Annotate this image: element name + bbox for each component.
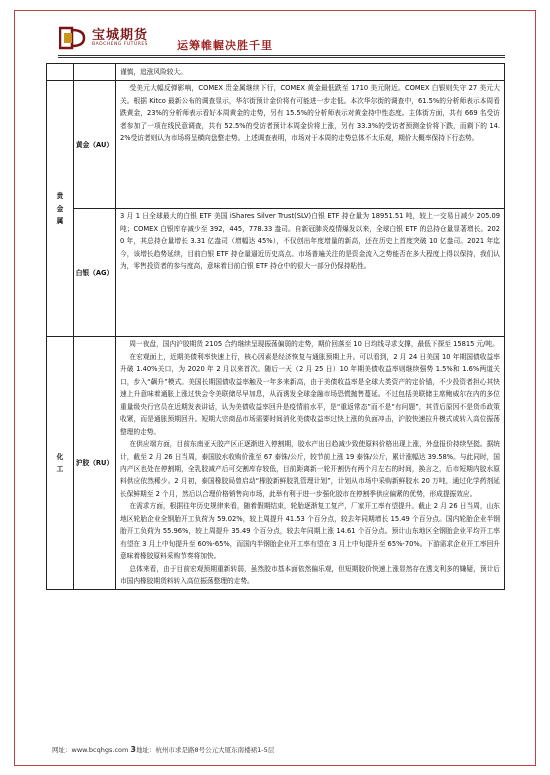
- rubber-paragraph: 周一夜盘，国内沪胶期货 2105 合约继续呈现振荡偏弱的走势，期价回落至 10 日均线寻求支撑，最低下探至 15815 元/吨。: [129, 340, 499, 349]
- table-row-silver: [47, 209, 505, 337]
- page-number: 3: [130, 745, 136, 754]
- footer-address-label: 地址：: [135, 746, 156, 754]
- category-precious-metals: 贵 金 属: [47, 81, 74, 337]
- brand-name-en: BAOCHENG FUTURES: [92, 42, 149, 47]
- rubber-paragraph: 在供应端方面，目前东南亚天胶产区正逐渐进入停割期，胶水产出日趋减少致使原料价格出现上涨，外盘报价持续坚挺。据统计，截至 2 月 26 日当周，泰国胶水收购价涨至 67 泰铢/公斤，较节前上涨 19 泰铢/公斤，累计涨幅达 39.58%。与此同时，国内产区也处在停割期，全乳胶减产后可交割库存较低，目前距离新一轮开割仍有两个月左右的时间，换言之，后市短期内胶水原料供应依然稀少。2 月初，泰国橡胶局曾启动“橡胶新鲜胶乳管理计划”，计划从市场中采购新鲜胶水 20 万吨，通过化学药剂延长保鲜期至 2 个月，然后以合理价格销售向市场，此举有利于进一步强化胶市在停割季供应偏紧的优势，形成提振效应。: [120, 440, 500, 498]
- rubber-paragraph: 在宏观面上，近期美债利率快速上行，核心因素是经济恢复与通胀预期上升。可以看到，2 月 24 日美国 10 年期国债收益率升破 1.40%关口，为 2020 年 2 月以来首次。随后一天（2 月 25 日）10 年期美债收益率则继续强势 1.5%和 1.6%两道关口，步入“飙升”模式。美国长期国债收益率触及一年多来新高，由于美债收益率是全球大类资产的定价锚，不少投资者担心其快速上升意味着通胀上涨过快会令美联储尽早加息，从而诱发全球金融市场恐慌抛售蔓延。不过包括美联储主席鲍威尔在内的多位重量级央行官员在近期发表讲话，认为美债收益率回升是疫情前水平，是“重返常态”而不是“有问题”，其背后原因不是货币政策收紧，而是通胀预期回升。短期大宗商品市场需要时间消化美债收益率过快上涨的负面冲击，沪胶快速拉升模式或转入高位振荡整理的走势。: [120, 352, 500, 436]
- continuation-text: 谨慎，追涨风险较大。: [120, 68, 187, 76]
- baocheng-logo-icon: [59, 26, 89, 50]
- label-rubber: 沪胶（RU）: [74, 337, 116, 589]
- footer-website-label: 网址：: [52, 746, 72, 754]
- rubber-paragraph: 在需求方面，根据往年历史规律来看，随着假期结束，轮胎逐渐复工复产，厂家开工率有望提升。截止 2 月 26 日当周，山东地区轮胎企业全钢胎开工负荷为 59.02%，较上周提升 41.53 个百分点，较去年同期增长 15.49 个百分点。国内轮胎企业半钢胎开工负荷为 55.96%，较上周提升 35.49 个百分点，较去年同期上涨 14.61 个百分点。预计山东地区全钢胎企业平均开工率有望在 3 月上中旬提升至 60%-65%，而国内半钢胎企业开工率有望在 3 月上中旬提升至 65%-70%。下游需求企业开工率回升意味着橡胶原料采购节奏将加快。: [120, 502, 500, 561]
- header-slogan: 运筹帷幄决胜千里: [177, 39, 273, 52]
- brand-name: 宝城期货: [92, 28, 149, 43]
- label-gold: 黄金（AU）: [74, 81, 116, 209]
- table-row-rubber: [47, 337, 505, 589]
- label-silver: 白银（AG）: [74, 209, 116, 337]
- footer-website[interactable]: www.bcqhgs.com: [71, 746, 129, 754]
- commodity-table: [46, 63, 505, 590]
- table-row-gold: [47, 81, 505, 209]
- page-footer: [52, 745, 274, 754]
- header-rule-double: [58, 57, 505, 58]
- header-rule: [58, 55, 505, 56]
- category-chemicals: 化 工: [47, 337, 74, 589]
- rubber-paragraph: 总体来看，由于目前宏观预期重新转弱，虽然胶市基本面依然偏乐观，但短期胶价快速上涨显然存在透支利多的嫌疑，预计后市国内橡胶期货料转入高位振荡整理的走势。: [120, 564, 500, 586]
- footer-address: 杭州市求是路8号公元大厦东南楼裙1-5层: [155, 746, 275, 754]
- gold-paragraph: 受美元大幅反弹影响，COMEX 贵金属继续下行，COMEX 黄金最低跌至 1710 美元附近。COMEX 白银则失守 27 美元大关。根据 Kitco 最新公布的调查显示，华尔街预计金价将有可能进一步走低。本次华尔街的调查中，61.5%的分析师表示本周看跌黄金，23%的分析师表示看好本周黄金的走势，另有 15.5%的分析师表示对黄金持中性态度。主体街方面，共有 669 名受访者参加了一项在线民意调查，共有 52.5%的受访者预计本周金价将上涨，另有 33.3%的受访者预测金价将下跌，而剩下的 14.2%受访者则认为市场将呈横向盘整走势。上述调查表明，市场对于本周的走势总体不太乐观，期价大概率保持下行态势。: [120, 84, 500, 143]
- silver-paragraph: 3 月 1 日全球最大的白银 ETF 美国 iShares Silver Trust(SLV)白银 ETF 持仓量为 18951.51 吨，较上一交易日减少 205.09 吨；COMEX 白银库存减少至 392，445，778.33 盎司。自新冠肺炎疫情爆发以来，全球白银 ETF 的总持仓量显著增长。2020 年，其总持仓量增长 3.31 亿盎司（增幅达 45%），不仅创出年度增量的新高，还在历史上首度突破 10 亿盎司。2021 年迄今，该增长趋势延续，目前白银 ETF 持仓量逼近历史高点。市场普遍关注的是资金流入之势能否在多大程度上得以保持，我们认为，零售投资者的参与度高，意味着目前白银 ETF 持仓中的很大一部分仍保持粘性。: [120, 212, 500, 271]
- table-row-continuation: [47, 64, 505, 81]
